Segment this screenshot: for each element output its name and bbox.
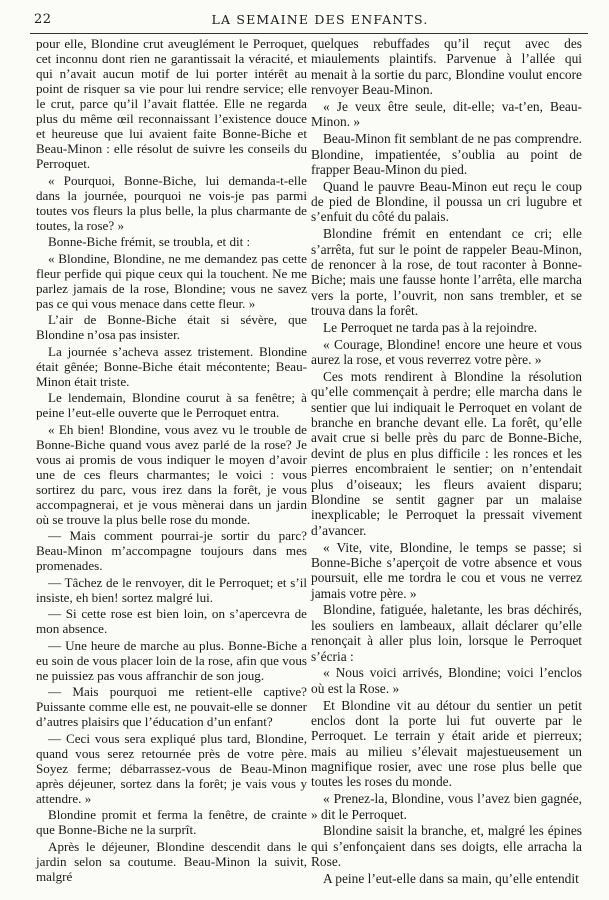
paragraph: — Si cette rose est bien loin, on s’apercevra de mon absence. bbox=[36, 606, 307, 636]
paragraph: Blondine frémit en entendant ce cri; elle s’arrêta, fut sur le point de rappeler Beau-Minon, de renoncer à la rose, de tout raconter à Bonne-Biche; mais une fausse honte l’arrêta, elle marcha vers la porte, l’ouvrit, non sans trembler, et se trouva dans la forêt. bbox=[311, 226, 582, 319]
paragraph: Ces mots rendirent à Blondine la résolution qu’elle commençait à perdre; elle marcha dans le sentier que lui indiquait le Perroquet en volant de branche en branche devant elle. La forêt, qu’elle avait crue si belle près du parc de Bonne-Biche, devint de plus en plus difficile : les ronces et les pierres encombraient le sentier; on n’entendait plus d’oiseaux; les fleurs avaient disparu; Blondine se sentit gagner par un malaise inexplicable; le Perroquet la pressait vivement d’avancer. bbox=[311, 369, 582, 538]
paragraph: Blondine saisit la branche, et, malgré les épines qui s’enfonçaient dans ses doigts, elle arracha la Rose. bbox=[311, 823, 582, 870]
paragraph: « Nous voici arrivés, Blondine; voici l’enclos où est la Rose. » bbox=[311, 665, 582, 696]
paragraph: « Prenez-la, Blondine, vous l’avez bien gagnée, » dit le Perroquet. bbox=[311, 791, 582, 822]
left-column bbox=[36, 36, 307, 884]
paragraph: « Je veux être seule, dit-elle; va-t’en, Beau-Minon. » bbox=[311, 98, 582, 130]
paragraph: « Blondine, Blondine, ne me demandez pas cette fleur perfide qui pique ceux qui la touchent. Ne me parlez jamais de la rose, Blondine; vous ne savez pas ce qui vous menace dans cette fleur. » bbox=[36, 250, 307, 311]
paragraph: Bonne-Biche frémit, se troubla, et dit : bbox=[48, 234, 251, 249]
paragraph: Et Blondine vit au détour du sentier un petit enclos dont la porte lui fut ouverte par le Perroquet. Le terrain y était aride et pierreux; mais au milieu s’élevait majestueusement un magnifique rosier, avec une rose plus belle que toutes les roses du monde. bbox=[311, 697, 582, 790]
paragraph: — Mais pourquoi me retient-elle captive? Puissante comme elle est, ne pouvait-elle se donner d’autres plaisirs que l’éducation d’un enfant? bbox=[36, 684, 307, 729]
page-header bbox=[0, 0, 609, 40]
paragraph: A peine l’eut-elle dans sa main, qu’elle entendit bbox=[323, 871, 579, 887]
paragraph: — Une heure de marche au plus. Bonne-Biche a eu soin de vous placer loin de la rose, afin que vous ne puissiez pas vous affranchir de son joug. bbox=[36, 637, 307, 683]
page-number: 22 bbox=[34, 12, 52, 27]
paragraph: — Mais comment pourrai-je sortir du parc? Beau-Minon m’accompagne toujours dans mes promenades. bbox=[36, 528, 307, 573]
paragraph: Le lendemain, Blondine courut à sa fenêtre; à peine l’eut-elle ouverte que le Perroquet entra. bbox=[36, 390, 307, 420]
paragraph: Après le déjeuner, Blondine descendit dans le jardin selon sa coutume. Beau-Minon la suivit, malgré bbox=[36, 838, 307, 884]
right-column bbox=[311, 36, 582, 886]
paragraph: L’air de Bonne-Biche était si sévère, que Blondine n’osa pas insister. bbox=[36, 312, 307, 342]
paragraph: « Eh bien! Blondine, vous avez vu le trouble de Bonne-Biche quand vous avez parlé de la rose? Je vous ai promis de vous indiquer le moyen d’avoir une de ces fleurs charmantes; le voici : vous sortirez du parc, vous irez dans la forêt, je vous accompagnerai, et je vous mènerai dans un jardin où se trouve la plus belle rose du monde. bbox=[36, 421, 307, 527]
paragraph: La journée s’acheva assez tristement. Blondine était gênée; Bonne-Biche était mécontente; Beau-Minon était triste. bbox=[36, 343, 307, 389]
paragraph: Quand le pauvre Beau-Minon eut reçu le coup de pied de Blondine, il poussa un cri lugubre et s’enfuit du côté du palais. bbox=[311, 178, 582, 225]
running-title: LA SEMAINE DES ENFANTS. bbox=[211, 12, 429, 27]
paragraph: Le Perroquet ne tarda pas à la rejoindre. bbox=[323, 319, 538, 335]
paragraph: Beau-Minon fit semblant de ne pas comprendre. Blondine, impatientée, s’oublia au point de frapper Beau-Minon du pied. bbox=[311, 131, 582, 177]
paragraph: « Vite, vite, Blondine, le temps se passe; si Bonne-Biche s’aperçoit de votre absence et vous poursuit, elle me tordra le cou et vous ne verrez jamais votre père. » bbox=[311, 539, 582, 601]
paragraph: — Tâchez de le renvoyer, dit le Perroquet; et s’il insiste, eh bien! sortez malgré lui. bbox=[36, 574, 307, 605]
paragraph: Blondine promit et ferma la fenêtre, de crainte que Bonne-Biche ne la surprît. bbox=[36, 807, 307, 837]
paragraph: pour elle, Blondine crut aveuglément le Perroquet, cet inconnu dont rien ne garantissait la véracité, et qui n’avait aucun motif de lui porter intérêt au point de risquer sa vie pour lui rendre service; elle le crut, parce qu’il l’avait flattée. Elle ne regarda plus du même œil reconnaissant l’existence douce et heureuse que lui avaient faite Bonne-Biche et Beau-Minon : elle résolut de suivre les conseils du Perroquet. bbox=[36, 36, 307, 171]
paragraph: — Ceci vous sera expliqué plus tard, Blondine, quand vous serez retournée près de votre père. Soyez ferme; débarrassez-vous de Beau-Minon après déjeuner, sortez dans la forêt; je vais vous y attendre. » bbox=[36, 730, 307, 806]
paragraph: « Courage, Blondine! encore une heure et vous aurez la rose, et vous reverrez votre père. » bbox=[311, 336, 582, 368]
paragraph: Blondine, fatiguée, haletante, les bras déchirés, les souliers en lambeaux, allait déclarer qu’elle renonçait à aller plus loin, lorsque le Perroquet s’écria : bbox=[311, 602, 582, 664]
paragraph: quelques rebuffades qu’il reçut avec des miaulements plaintifs. Parvenue à l’allée qui menait à la sortie du parc, Blondine voulut encore renvoyer Beau-Minon. bbox=[311, 36, 582, 98]
header-rule bbox=[30, 33, 588, 34]
paragraph: « Pourquoi, Bonne-Biche, lui demanda-t-elle dans la journée, pourquoi ne vois-je pas parmi toutes vos fleurs la plus belle, la plus charmante de toutes, la rose? » bbox=[36, 172, 307, 233]
